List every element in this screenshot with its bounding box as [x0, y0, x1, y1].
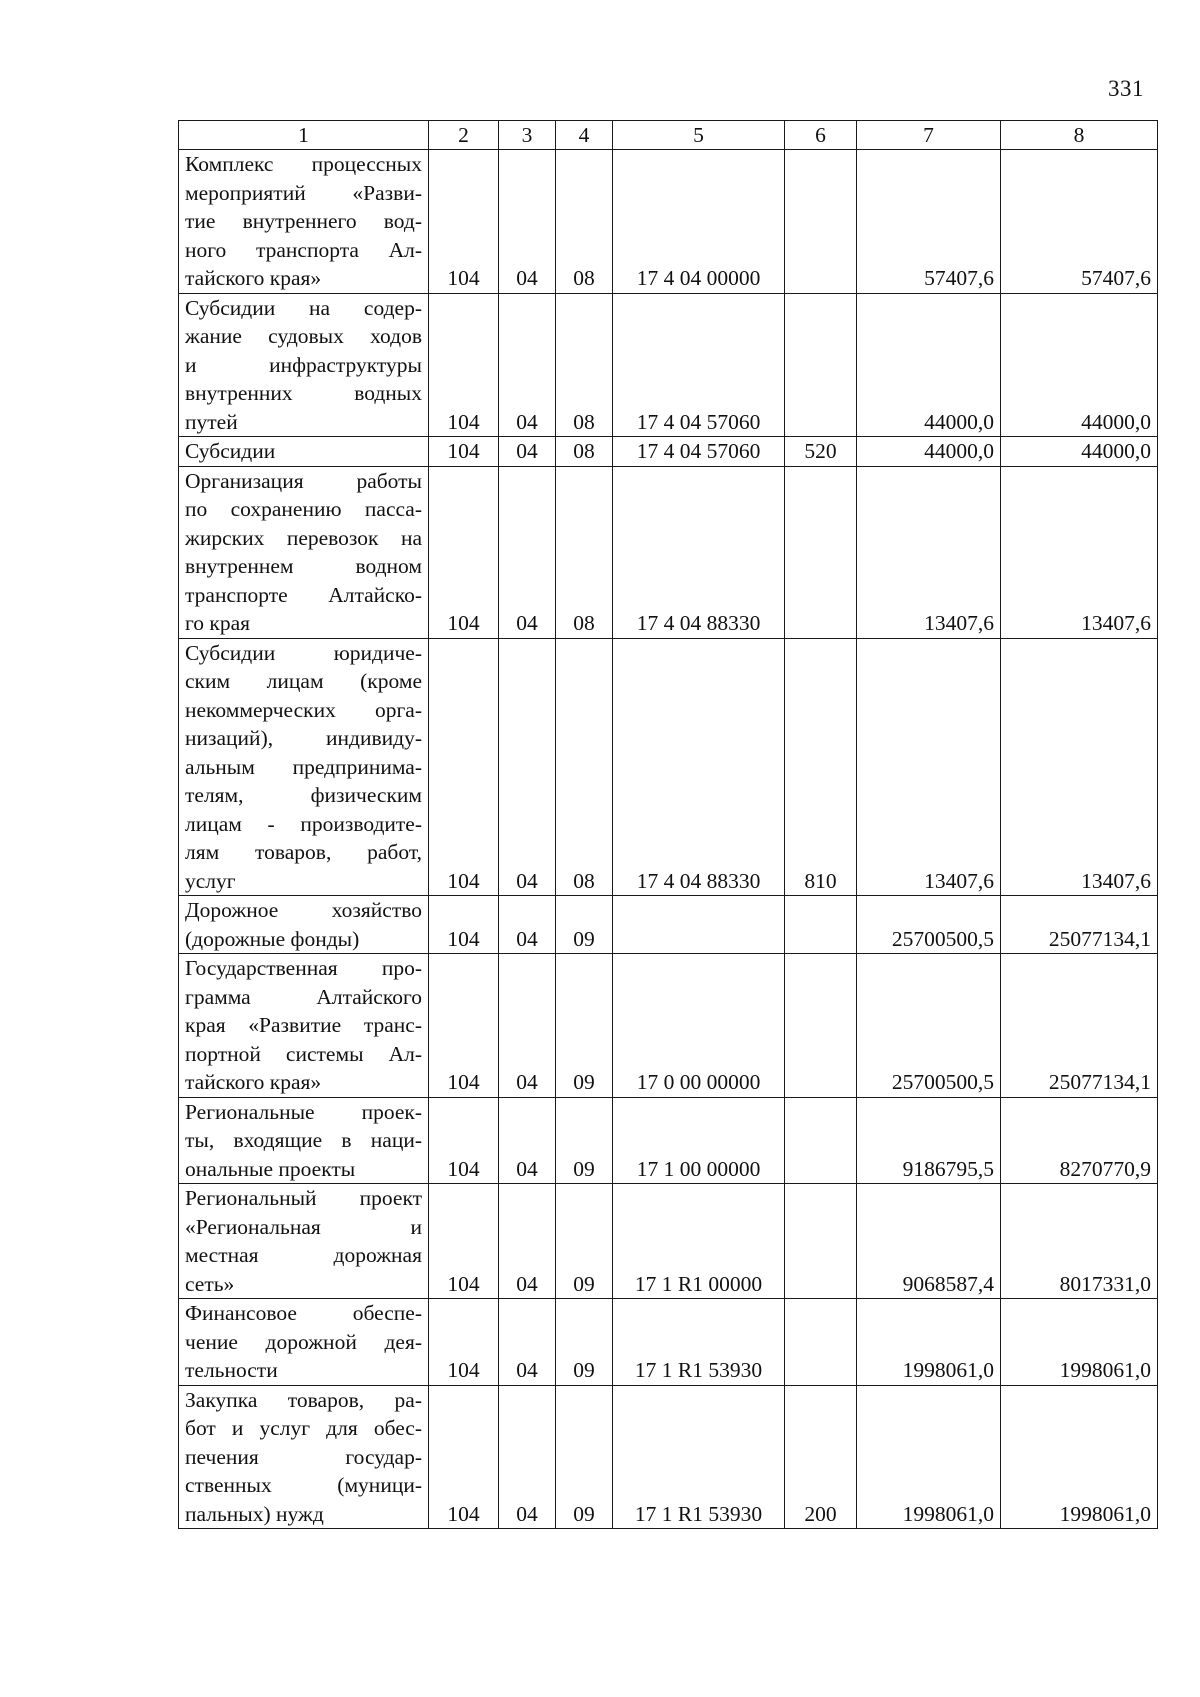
expense-type-cell: 810	[785, 638, 857, 896]
subsection-detail-cell: 08	[556, 437, 613, 467]
subsection-detail-cell: 08	[556, 150, 613, 294]
row-name-line: жание судовых ходов	[185, 324, 422, 348]
section-code-cell: 104	[429, 896, 499, 954]
target-article-cell: 17 1 R1 53930	[613, 1385, 785, 1529]
table-row	[179, 466, 1158, 638]
row-name-cell	[179, 466, 429, 638]
row-name-line: ственных (муници-	[185, 1473, 422, 1497]
row-name-line: тайского края»	[185, 1070, 322, 1094]
expense-type-cell	[785, 1097, 857, 1184]
row-name-line: услуг	[185, 868, 236, 893]
subsection-code-cell: 04	[499, 1385, 556, 1529]
section-code-cell: 104	[429, 293, 499, 437]
row-name-line: транспорте Алтайско-	[185, 582, 422, 607]
row-name-line: (дорожные фонды)	[185, 926, 360, 951]
amount-year1-cell: 1998061,0	[857, 1299, 1001, 1386]
row-name-line: Субсидии	[185, 439, 276, 463]
row-name-cell	[179, 954, 429, 1098]
column-header-6: 6	[785, 121, 857, 150]
amount-year2-cell: 13407,6	[1001, 638, 1158, 896]
expense-type-cell	[785, 1184, 857, 1299]
amount-year1-cell: 13407,6	[857, 638, 1001, 896]
row-name-line: путей	[185, 409, 238, 434]
row-name-line: ональные проекты	[185, 1156, 356, 1181]
column-header-3: 3	[499, 121, 556, 150]
row-name-line: чение дорожной дея-	[185, 1329, 422, 1354]
amount-year1-cell: 44000,0	[857, 437, 1001, 467]
expense-type-cell	[785, 1299, 857, 1386]
subsection-code-cell: 04	[499, 1184, 556, 1299]
amount-year1-cell: 9068587,4	[857, 1184, 1001, 1299]
row-name-line: края «Развитие транс-	[185, 1013, 422, 1037]
section-code-cell: 104	[429, 954, 499, 1098]
row-name-line: пальных) нужд	[185, 1501, 324, 1526]
subsection-code-cell: 04	[499, 150, 556, 294]
row-name-line: мероприятий «Разви-	[185, 180, 422, 205]
subsection-detail-cell: 09	[556, 1184, 613, 1299]
expense-type-cell	[785, 954, 857, 1098]
row-name-line: тайского края»	[185, 266, 322, 290]
row-name-line: внутренних водных	[185, 381, 422, 405]
row-name-cell	[179, 1097, 429, 1184]
row-name-cell	[179, 638, 429, 896]
subsection-detail-cell: 09	[556, 1299, 613, 1386]
target-article-cell: 17 4 04 00000	[613, 150, 785, 294]
amount-year1-cell: 25700500,5	[857, 954, 1001, 1098]
table-row	[179, 293, 1158, 437]
table-row	[179, 1184, 1158, 1299]
row-name-line: тие внутреннего вод-	[185, 209, 422, 233]
amount-year1-cell: 9186795,5	[857, 1097, 1001, 1184]
row-name-line: низаций), индивиду-	[185, 726, 422, 750]
amount-year1-cell: 1998061,0	[857, 1385, 1001, 1529]
page-number: 331	[1108, 76, 1144, 101]
row-name-line: тельности	[185, 1358, 278, 1382]
row-name-line: Финансовое обеспе-	[185, 1301, 422, 1325]
target-article-cell: 17 0 00 00000	[613, 954, 785, 1098]
row-name-line: по сохранению пасса-	[185, 497, 422, 521]
subsection-code-cell: 04	[499, 437, 556, 467]
row-name-line: Дорожное хозяйство	[185, 898, 422, 922]
column-header-8: 8	[1001, 121, 1158, 150]
amount-year2-cell: 44000,0	[1001, 437, 1158, 467]
expense-type-cell	[785, 293, 857, 437]
column-header-7: 7	[857, 121, 1001, 150]
subsection-detail-cell: 08	[556, 466, 613, 638]
row-name-line: ного транспорта Ал-	[185, 237, 422, 262]
amount-year2-cell: 25077134,1	[1001, 954, 1158, 1098]
amount-year2-cell: 8017331,0	[1001, 1184, 1158, 1299]
table-row	[179, 954, 1158, 1098]
row-name-cell	[179, 1299, 429, 1386]
table-row	[179, 638, 1158, 896]
amount-year2-cell: 8270770,9	[1001, 1097, 1158, 1184]
row-name-line: Субсидии на содер-	[185, 295, 422, 320]
amount-year1-cell: 57407,6	[857, 150, 1001, 294]
target-article-cell: 17 4 04 88330	[613, 638, 785, 896]
row-name-line: и инфраструктуры	[185, 352, 422, 377]
expense-type-cell	[785, 896, 857, 954]
row-name-line: внутреннем водном	[185, 554, 422, 578]
target-article-cell: 17 4 04 57060	[613, 293, 785, 437]
expense-type-cell	[785, 466, 857, 638]
amount-year2-cell: 1998061,0	[1001, 1299, 1158, 1386]
row-name-line: бот и услуг для обес-	[185, 1416, 422, 1440]
subsection-code-cell: 04	[499, 954, 556, 1098]
row-name-line: го края	[185, 611, 251, 635]
target-article-cell	[613, 896, 785, 954]
row-name-cell	[179, 437, 429, 467]
target-article-cell: 17 4 04 88330	[613, 466, 785, 638]
row-name-line: грамма Алтайского	[185, 984, 422, 1009]
target-article-cell: 17 1 R1 53930	[613, 1299, 785, 1386]
subsection-code-cell: 04	[499, 466, 556, 638]
section-code-cell: 104	[429, 1184, 499, 1299]
target-article-cell: 17 1 00 00000	[613, 1097, 785, 1184]
section-code-cell: 104	[429, 150, 499, 294]
expense-type-cell: 520	[785, 437, 857, 467]
section-code-cell: 104	[429, 1097, 499, 1184]
section-code-cell: 104	[429, 437, 499, 467]
row-name-cell	[179, 150, 429, 294]
subsection-detail-cell: 09	[556, 1385, 613, 1529]
target-article-cell: 17 4 04 57060	[613, 437, 785, 467]
row-name-line: Комплекс процессных	[185, 152, 422, 176]
table-row	[179, 1097, 1158, 1184]
row-name-line: Региональные проек-	[185, 1099, 422, 1124]
expense-type-cell: 200	[785, 1385, 857, 1529]
subsection-detail-cell: 09	[556, 954, 613, 1098]
table-row	[179, 1385, 1158, 1529]
subsection-detail-cell: 09	[556, 896, 613, 954]
row-name-line: лям товаров, работ,	[185, 840, 422, 864]
subsection-code-cell: 04	[499, 638, 556, 896]
table-header-row	[179, 121, 1158, 150]
row-name-line: сеть»	[185, 1271, 235, 1296]
amount-year1-cell: 13407,6	[857, 466, 1001, 638]
row-name-cell	[179, 1184, 429, 1299]
row-name-line: «Региональная и	[185, 1214, 422, 1239]
row-name-line: некоммерческих орга-	[185, 697, 422, 722]
column-header-2: 2	[429, 121, 499, 150]
table-row	[179, 1299, 1158, 1386]
row-name-line: телям, физическим	[185, 783, 422, 807]
row-name-line: лицам - производите-	[185, 811, 422, 836]
row-name-line: печения государ-	[185, 1444, 422, 1469]
row-name-cell	[179, 293, 429, 437]
budget-table	[178, 120, 1158, 1529]
amount-year2-cell: 25077134,1	[1001, 896, 1158, 954]
amount-year1-cell: 25700500,5	[857, 896, 1001, 954]
row-name-line: Государственная про-	[185, 956, 422, 980]
row-name-cell	[179, 1385, 429, 1529]
amount-year2-cell: 1998061,0	[1001, 1385, 1158, 1529]
section-code-cell: 104	[429, 638, 499, 896]
row-name-line: Организация работы	[185, 468, 422, 493]
column-header-1: 1	[179, 121, 429, 150]
column-header-4: 4	[556, 121, 613, 150]
row-name-line: жирских перевозок на	[185, 525, 422, 550]
row-name-line: Закупка товаров, ра-	[185, 1387, 422, 1412]
amount-year2-cell: 57407,6	[1001, 150, 1158, 294]
subsection-detail-cell: 08	[556, 638, 613, 896]
row-name-line: портной системы Ал-	[185, 1041, 422, 1066]
expense-type-cell	[785, 150, 857, 294]
column-header-5: 5	[613, 121, 785, 150]
subsection-code-cell: 04	[499, 1097, 556, 1184]
subsection-detail-cell: 08	[556, 293, 613, 437]
row-name-line: местная дорожная	[185, 1243, 422, 1267]
section-code-cell: 104	[429, 1385, 499, 1529]
subsection-detail-cell: 09	[556, 1097, 613, 1184]
table-row	[179, 896, 1158, 954]
table-row	[179, 150, 1158, 294]
table-row	[179, 437, 1158, 467]
table-body	[179, 150, 1158, 1529]
row-name-line: альным предпринима-	[185, 754, 422, 779]
amount-year1-cell: 44000,0	[857, 293, 1001, 437]
row-name-line: ским лицам (кроме	[185, 669, 422, 693]
amount-year2-cell: 13407,6	[1001, 466, 1158, 638]
subsection-code-cell: 04	[499, 293, 556, 437]
section-code-cell: 104	[429, 466, 499, 638]
subsection-code-cell: 04	[499, 896, 556, 954]
amount-year2-cell: 44000,0	[1001, 293, 1158, 437]
target-article-cell: 17 1 R1 00000	[613, 1184, 785, 1299]
row-name-line: Субсидии юридиче-	[185, 640, 422, 665]
section-code-cell: 104	[429, 1299, 499, 1386]
row-name-cell	[179, 896, 429, 954]
subsection-code-cell: 04	[499, 1299, 556, 1386]
row-name-line: ты, входящие в наци-	[185, 1128, 422, 1152]
row-name-line: Региональный проект	[185, 1186, 422, 1210]
